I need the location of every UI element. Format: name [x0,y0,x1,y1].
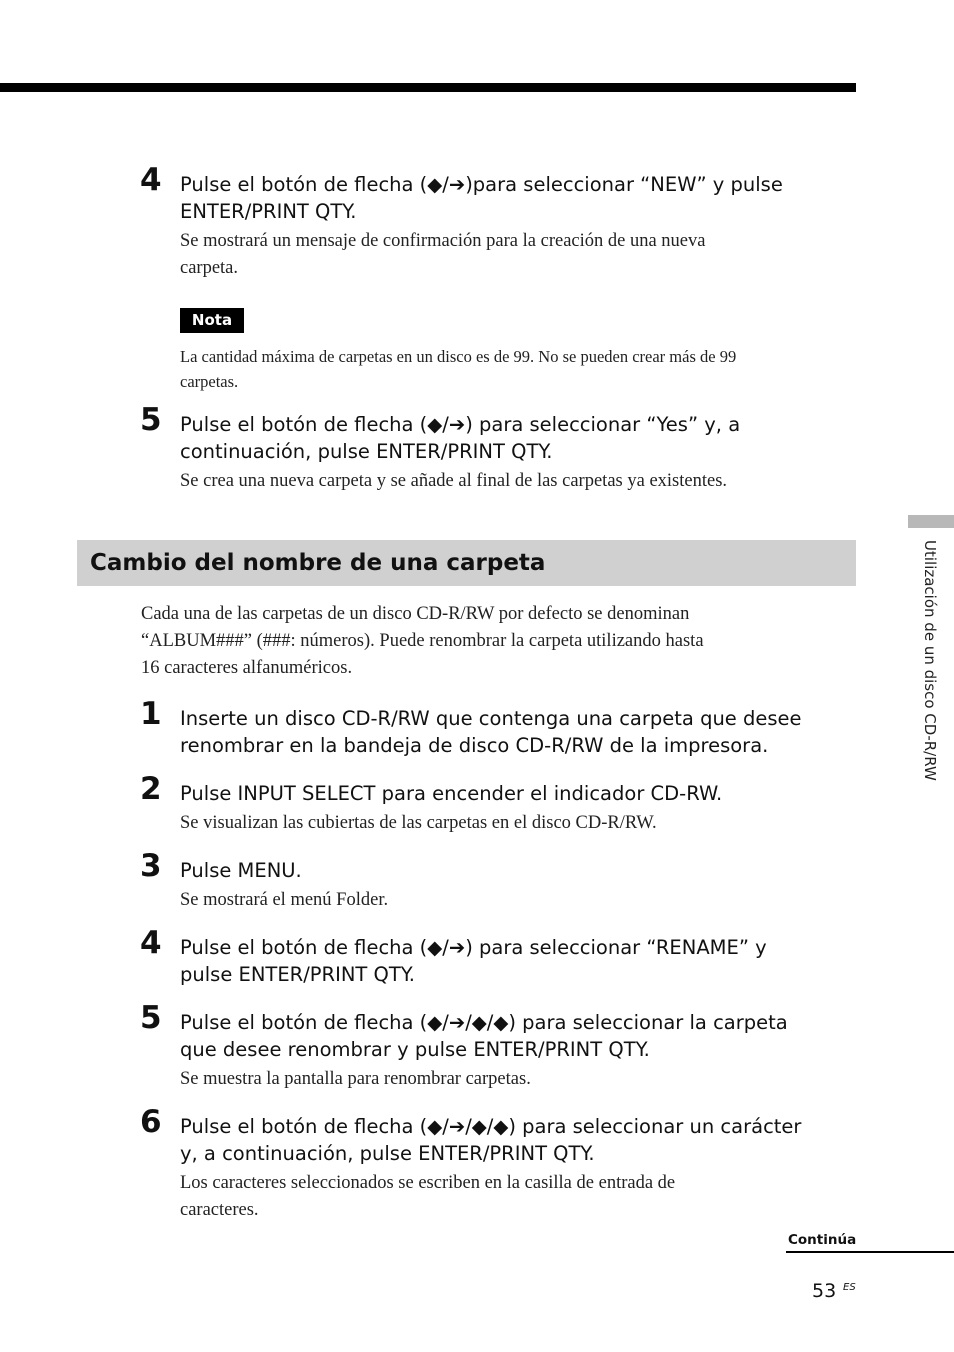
step-desc: Se visualizan las cubiertas de las carpetas en el disco CD-R/RW. [180,813,657,833]
step-desc: Se crea una nueva carpeta y se añade al final de las carpetas ya existentes. [180,471,728,491]
page-language: ES [843,1282,856,1293]
step-number: 1 [140,696,162,732]
step-3 [140,848,860,914]
section-intro: Cada una de las carpetas de un disco CD-R/RW por defecto se denominan “ALBUM###” (###: números). Puede renombrar la carpeta utilizando hasta 16 caracteres alfanuméricos. [141,604,704,678]
step-number: 6 [140,1104,162,1140]
note-text: La cantidad máxima de carpetas en un disco es de 99. No se pueden crear más de 99 carpetas. [180,347,737,391]
step-5 [140,1000,860,1093]
step-title: Pulse el botón de flecha (◆/➔/◆/◆) para seleccionar un carácter y, a continuación, pulse ENTER/PRINT QTY. [180,1115,802,1165]
side-section-label: Utilización de un disco CD-R/RW [921,540,939,781]
step-title: Pulse INPUT SELECT para encender el indicador CD-RW. [180,782,723,805]
continue-rule [786,1251,954,1253]
section-title: Cambio del nombre de una carpeta [90,550,546,576]
step-number: 4 [140,162,162,198]
step-desc: Los caracteres seleccionados se escriben en la casilla de entrada de caracteres. [180,1173,676,1220]
step-number: 5 [140,402,162,438]
step-number: 2 [140,771,162,807]
step-4 [140,925,860,988]
top-rule [0,83,856,92]
step-number: 5 [140,1000,162,1036]
step-title: Pulse el botón de flecha (◆/➔) para seleccionar “RENAME” y pulse ENTER/PRINT QTY. [180,936,767,986]
step-number: 3 [140,848,162,884]
note-label: Nota [180,308,244,333]
step-title: Pulse el botón de flecha (◆/➔) para seleccionar “Yes” y, a continuación, pulse ENTER/PRINT QTY. [180,413,741,463]
step-desc: Se mostrará un mensaje de confirmación para la creación de una nueva carpeta. [180,231,706,278]
continue-label: Continúa [788,1232,857,1248]
step-title: Pulse el botón de flecha (◆/➔)para seleccionar “NEW” y pulse ENTER/PRINT QTY. [180,173,783,223]
step-desc: Se mostrará el menú Folder. [180,890,389,910]
step-1 [140,696,860,759]
step-title: Pulse MENU. [180,859,302,882]
step-5-yes [140,402,860,495]
step-title: Inserte un disco CD-R/RW que contenga una carpeta que desee renombrar en la bandeja de disco CD-R/RW de la impresora. [180,707,802,757]
step-4-new [140,162,860,282]
section-heading [77,540,856,586]
step-2 [140,771,860,837]
side-tab-marker [908,515,954,528]
step-6 [140,1104,860,1224]
page-number: 53 [812,1280,837,1302]
step-title: Pulse el botón de flecha (◆/➔/◆/◆) para seleccionar la carpeta que desee renombrar y pulse ENTER/PRINT QTY. [180,1011,788,1061]
step-desc: Se muestra la pantalla para renombrar carpetas. [180,1069,531,1089]
step-number: 4 [140,925,162,961]
